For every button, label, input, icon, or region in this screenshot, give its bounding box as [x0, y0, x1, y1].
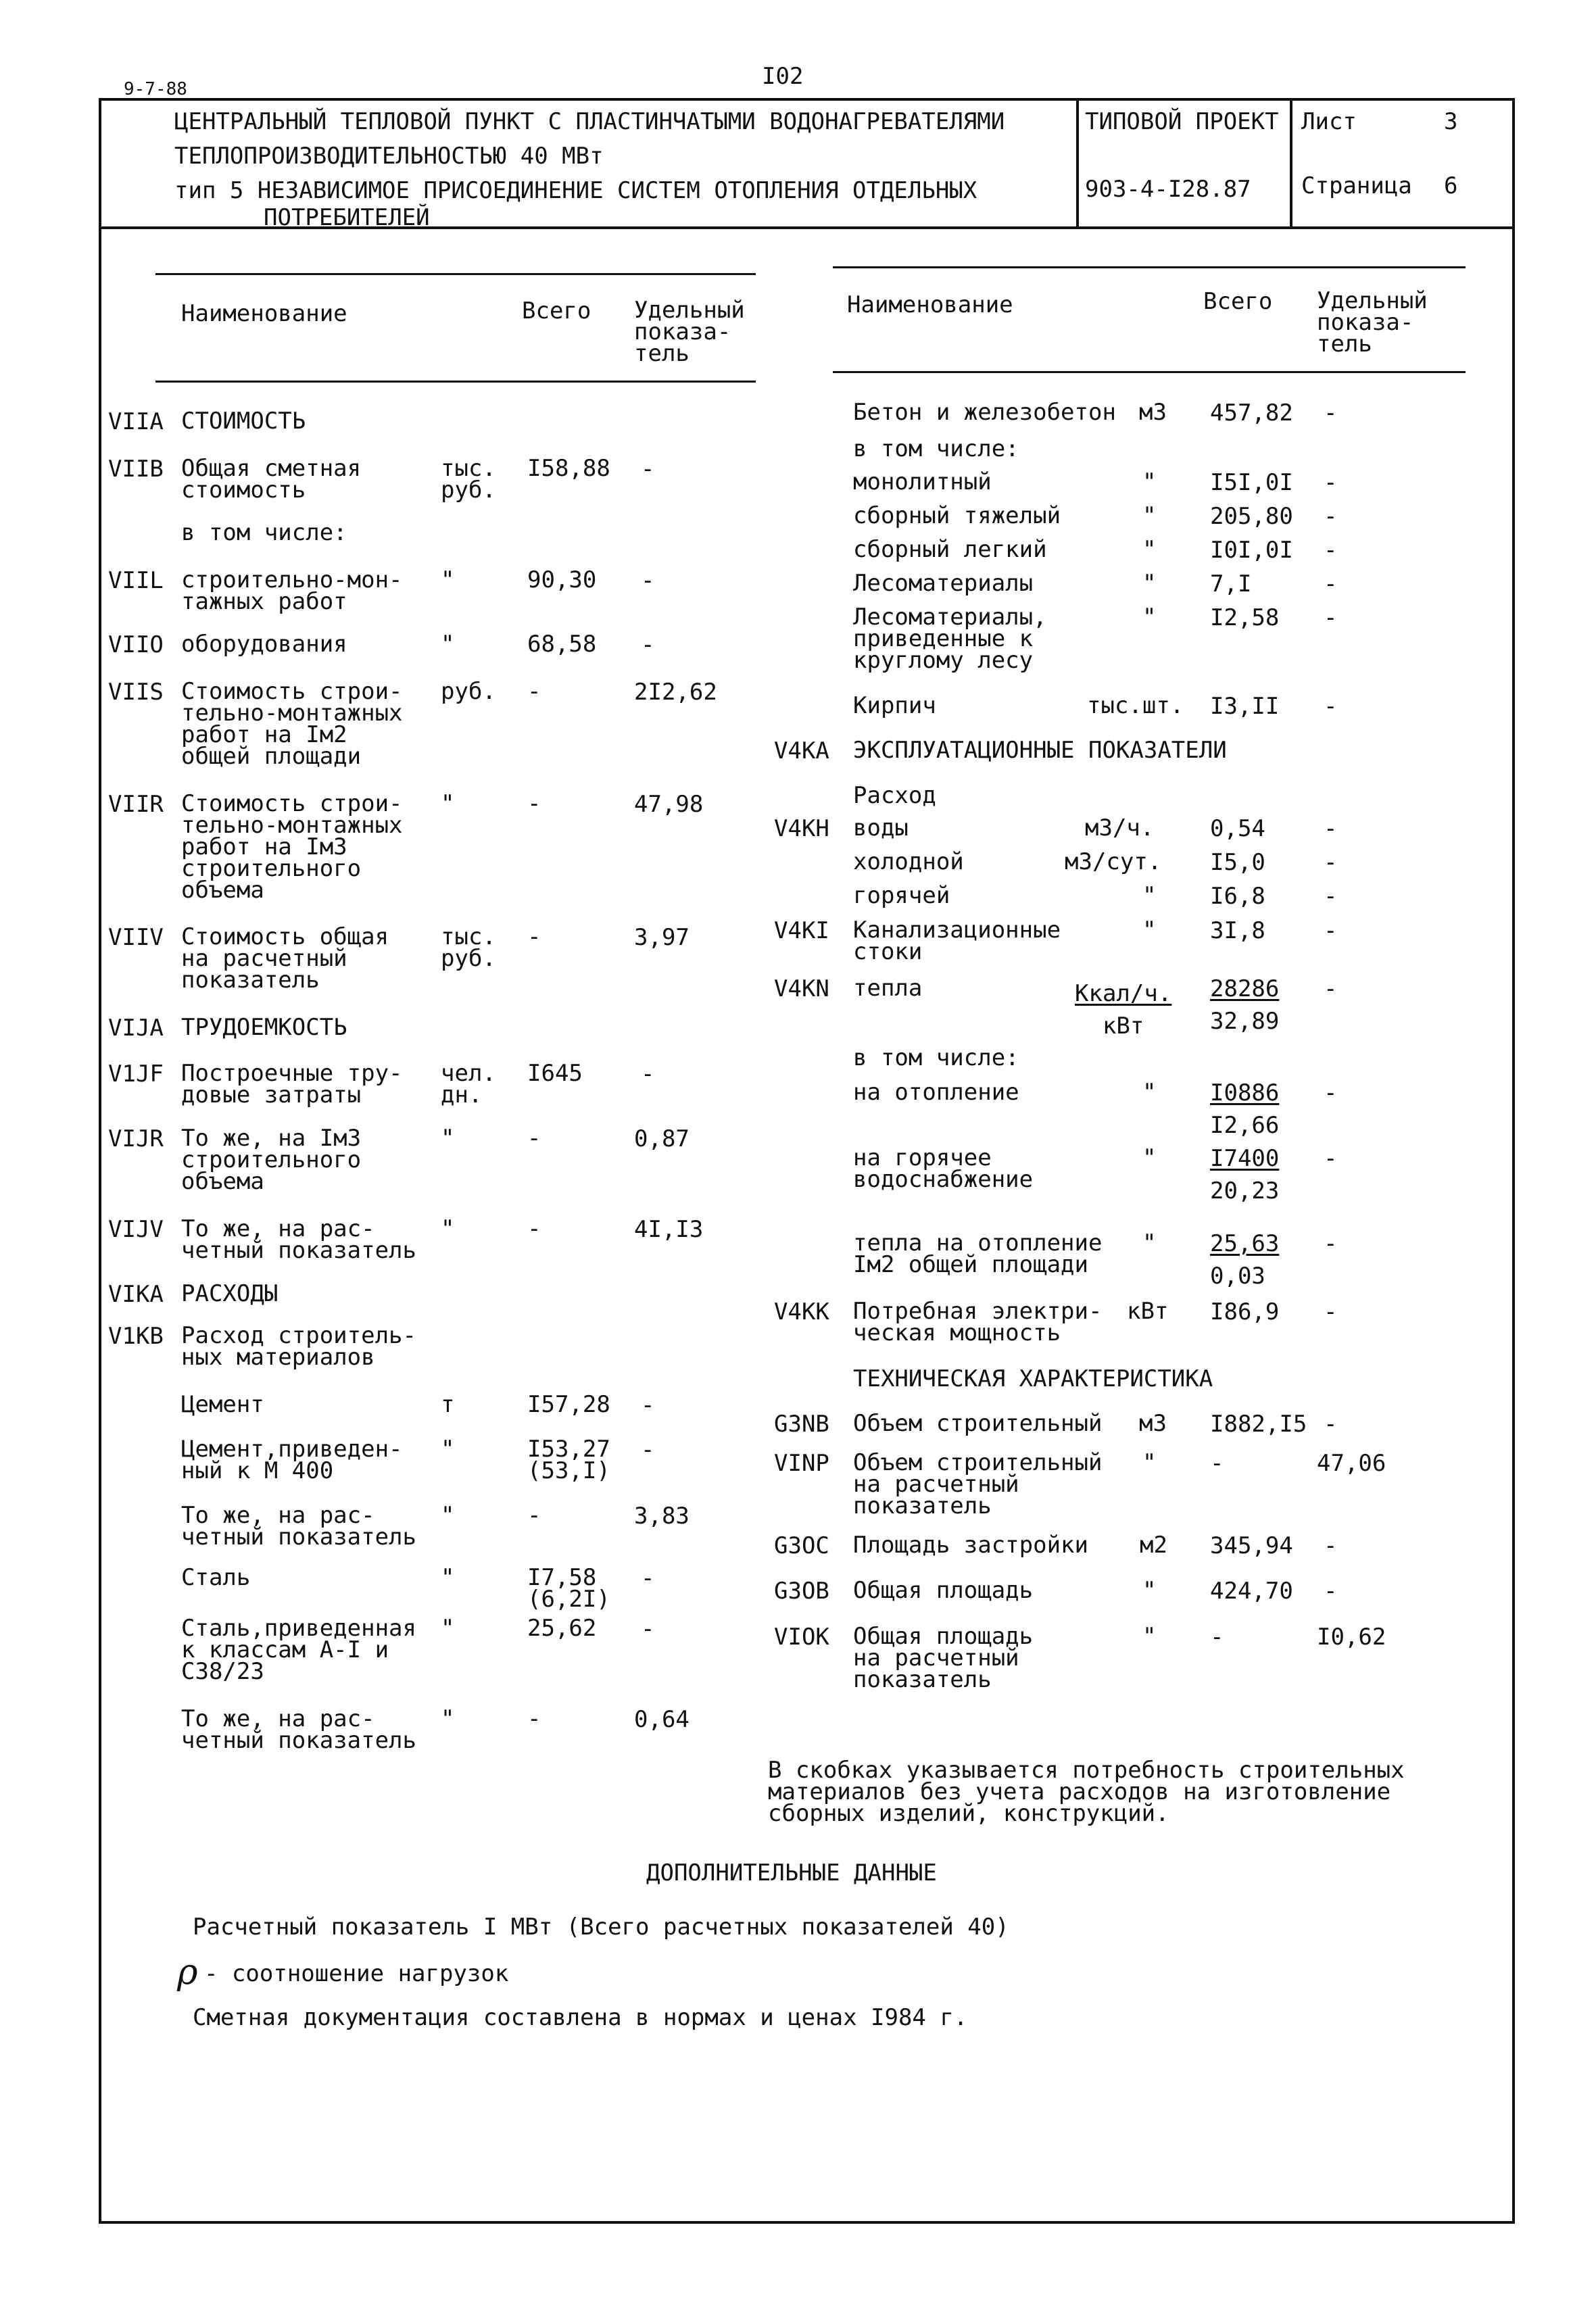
right-row-total: I2,58	[1210, 604, 1280, 631]
right-row-name: сборный тяжелый	[853, 502, 1061, 529]
additional-heading: ДОПОЛНИТЕЛЬНЫЕ ДАННЫЕ	[646, 1859, 937, 1886]
right-row-name: ТЕХНИЧЕСКАЯ ХАРАКТЕРИСТИКА	[853, 1365, 1213, 1392]
left-row-name: СТОИМОСТЬ	[181, 408, 306, 435]
left-row-unit: чел. дн.	[441, 1060, 496, 1108]
right-row-unit: "	[1142, 1623, 1157, 1650]
left-row-unit: "	[441, 1125, 455, 1152]
left-row-specific: 3,83	[634, 1503, 690, 1530]
left-row-total: -	[527, 1125, 541, 1152]
left-row-specific: -	[641, 1392, 655, 1419]
left-row-total: -	[527, 923, 541, 950]
left-row-specific: 0,87	[634, 1125, 690, 1152]
right-row-name: Объем строительный на расчетный показатель	[853, 1449, 1103, 1519]
project-number: 903-4-I28.87	[1085, 176, 1251, 203]
right-row-total: -	[1210, 1450, 1224, 1477]
right-row-name: Лесоматериалы	[853, 570, 1034, 597]
right-row-specific: -	[1324, 975, 1338, 1002]
right-row-name: Канализационные стоки	[853, 917, 1061, 965]
right-row-name: Общая площадь	[853, 1577, 1034, 1604]
right-header-top-rule	[833, 266, 1466, 268]
right-row-total: 457,82	[1210, 399, 1293, 427]
right-row-total: 0,54	[1210, 815, 1265, 842]
left-row-name: Стоимость общая на расчетный показатель	[181, 923, 389, 994]
right-row-name: тепла на отопление Iм2 общей площади	[853, 1229, 1103, 1278]
left-row-name: Цемент,приведен- ный к М 400	[181, 1436, 403, 1484]
left-row-name: То же, на Iм3 строительного объема	[181, 1125, 362, 1195]
left-row-name: Стоимость строи- тельно-монтажных работ на Iм2 общей площади	[181, 678, 403, 770]
right-row-unit: тыс.шт.	[1087, 692, 1184, 719]
right-row-total-secondary: 32,89	[1210, 1008, 1280, 1035]
right-row-total: 345,94	[1210, 1532, 1293, 1559]
left-row-specific: -	[641, 1061, 655, 1088]
right-row-name: сборный легкий	[853, 536, 1047, 563]
left-row-specific: 3,97	[634, 924, 690, 951]
left-row-code: VIIS	[108, 679, 164, 706]
unit-numerator: Ккал/ч.	[1075, 980, 1172, 1007]
right-row-total: 28286	[1210, 975, 1280, 1002]
left-header-name: Наименование	[181, 300, 347, 327]
right-row-total-secondary: 0,03	[1210, 1263, 1265, 1290]
left-row-name: оборудования	[181, 631, 347, 658]
right-row-specific: -	[1324, 815, 1338, 842]
right-row-name: Объем строительный	[853, 1410, 1103, 1437]
right-row-code: V4KA	[774, 737, 829, 764]
left-row-total: I645	[527, 1060, 583, 1087]
title-line-4: ПОТРЕБИТЕЛЕЙ	[264, 204, 430, 231]
right-row-total: I5,0	[1210, 849, 1265, 876]
left-row-specific: -	[641, 631, 655, 658]
left-row-specific: -	[641, 567, 655, 594]
left-row-specific: -	[641, 456, 655, 483]
right-row-total: I5I,0I	[1210, 469, 1293, 496]
left-row-name: Сталь,приведенная к классам А-I и С38/23	[181, 1615, 416, 1685]
left-row-name: в том числе:	[181, 519, 347, 546]
left-row-name: строительно-мон- тажных работ	[181, 566, 403, 615]
left-row-name: Стоимость строи- тельно-монтажных работ на Iм3 строительного объема	[181, 790, 403, 904]
right-row-code: V4KH	[774, 815, 829, 842]
left-row-unit: "	[441, 790, 455, 817]
left-row-total: -	[527, 790, 541, 817]
right-row-specific: -	[1324, 503, 1338, 530]
left-row-specific: 0,64	[634, 1706, 690, 1733]
right-row-name: воды	[853, 814, 909, 842]
right-row-name: монолитный	[853, 468, 992, 495]
right-row-name: Потребная электри- ческая мощность	[853, 1298, 1103, 1346]
right-row-specific: -	[1324, 1411, 1338, 1438]
right-row-code: V4KN	[774, 975, 829, 1002]
additional-line-3: Сметная документация составлена в нормах и ценах I984 г.	[193, 2004, 968, 2031]
right-row-specific: -	[1324, 1145, 1338, 1172]
right-row-specific: -	[1324, 1230, 1338, 1257]
unit-denominator: кВт	[1102, 1013, 1144, 1040]
left-row-unit: "	[441, 631, 455, 658]
right-row-total: I0I,0I	[1210, 537, 1293, 564]
right-row-total: I3,II	[1210, 693, 1280, 720]
title-line-1: ЦЕНТРАЛЬНЫЙ ТЕПЛОВОЙ ПУНКТ С ПЛАСТИНЧАТЫМИ ВОДОНАГРЕВАТЕЛЯМИ	[174, 108, 1005, 135]
right-row-specific: -	[1324, 570, 1338, 598]
left-row-unit: "	[441, 1502, 455, 1529]
left-row-specific: 4I,I3	[634, 1216, 704, 1243]
left-header-specific: Удельный показа- тель	[634, 297, 745, 367]
left-row-specific: -	[641, 1615, 655, 1642]
left-row-name: Сталь	[181, 1564, 251, 1591]
left-row-code: V1KB	[108, 1323, 164, 1350]
right-row-unit: м2	[1140, 1532, 1167, 1559]
right-row-name: Бетон и железобетон	[853, 399, 1116, 426]
left-header-total: Всего	[522, 297, 591, 324]
page-value: 6	[1444, 172, 1458, 199]
left-row-name: Цемент	[181, 1391, 264, 1418]
left-row-unit: "	[441, 566, 455, 593]
left-row-total: 68,58	[527, 631, 597, 658]
right-row-name: Кирпич	[853, 692, 936, 719]
right-header-name: Наименование	[847, 291, 1013, 318]
right-row-unit: м3	[1139, 399, 1167, 426]
right-row-unit: "	[1142, 1449, 1157, 1476]
left-row-unit: тыс. руб.	[441, 923, 496, 972]
left-row-code: VIIV	[108, 924, 164, 951]
print-date: 9-7-88	[124, 79, 187, 99]
left-row-code: VIIA	[108, 408, 164, 435]
left-row-specific: 47,98	[634, 791, 704, 818]
right-row-code: G3OB	[774, 1578, 829, 1605]
left-row-code: VIJV	[108, 1216, 164, 1243]
right-row-unit: кВт	[1127, 1298, 1169, 1325]
right-row-specific: -	[1324, 399, 1338, 427]
right-row-name: горячей	[853, 882, 950, 909]
left-row-total: I58,88	[527, 455, 610, 482]
right-row-total: 7,I	[1210, 570, 1252, 598]
right-row-unit: "	[1142, 502, 1157, 529]
right-row-unit: "	[1142, 1079, 1157, 1106]
right-row-unit: "	[1142, 917, 1157, 944]
right-row-specific: -	[1324, 917, 1338, 944]
right-row-name: ЭКСПЛУАТАЦИОННЫЕ ПОКАЗАТЕЛИ	[853, 737, 1227, 764]
left-row-specific: -	[641, 1565, 655, 1592]
left-row-name: РАСХОДЫ	[181, 1280, 279, 1307]
left-row-unit: "	[441, 1215, 455, 1242]
left-row-unit: "	[441, 1705, 455, 1732]
left-row-unit: т	[441, 1391, 455, 1418]
left-row-name: То же, на рас- четный показатель	[181, 1502, 416, 1551]
right-row-specific: -	[1324, 1079, 1338, 1106]
sheet-value: 3	[1444, 108, 1458, 135]
right-row-total: 3I,8	[1210, 917, 1265, 944]
left-row-code: VIIO	[108, 631, 164, 658]
right-row-code: VINP	[774, 1450, 829, 1477]
right-row-unit: м3	[1139, 1410, 1167, 1437]
right-row-total: 424,70	[1210, 1578, 1293, 1605]
additional-line-1: Расчетный показатель I МВт (Всего расчетных показателей 40)	[193, 1914, 1009, 1941]
right-row-name: Расход	[853, 782, 936, 809]
right-row-unit	[1075, 977, 1171, 1042]
left-row-total: -	[527, 1502, 541, 1529]
left-row-unit: руб.	[441, 678, 496, 705]
right-row-unit: "	[1142, 536, 1157, 563]
left-row-name: Построечные тру- довые затраты	[181, 1060, 403, 1108]
right-row-name: Общая площадь на расчетный показатель	[853, 1623, 1034, 1693]
right-row-total: I6,8	[1210, 883, 1265, 910]
left-row-unit: "	[441, 1436, 455, 1463]
right-row-specific: 47,06	[1317, 1450, 1386, 1477]
right-row-name: холодной	[853, 848, 964, 875]
left-row-total: 90,30	[527, 566, 597, 593]
left-row-code: VIKA	[108, 1281, 164, 1308]
title-block-sep-2	[1290, 98, 1292, 226]
left-row-name: Расход строитель- ных материалов	[181, 1322, 416, 1371]
right-row-total: 25,63	[1210, 1230, 1280, 1257]
left-header-bottom-rule	[155, 381, 756, 383]
right-row-name: Лесоматериалы, приведенные к круглому лесу	[853, 604, 1047, 674]
project-label: ТИПОВОЙ ПРОЕКТ	[1085, 108, 1279, 135]
title-line-2: ТЕПЛОПРОИЗВОДИТЕЛЬНОСТЬЮ 40 МВт	[174, 143, 604, 170]
right-row-total: I882,I5	[1210, 1411, 1307, 1438]
left-row-total: 25,62	[527, 1615, 597, 1642]
right-row-name: в том числе:	[853, 1044, 1019, 1071]
left-row-unit: тыс. руб.	[441, 455, 496, 504]
right-row-unit: "	[1142, 604, 1157, 631]
right-row-name: тепла	[853, 975, 923, 1002]
left-row-unit: "	[441, 1564, 455, 1591]
right-row-unit: "	[1142, 1229, 1157, 1257]
right-row-specific: -	[1324, 693, 1338, 720]
right-row-unit: м3/ч.	[1085, 814, 1155, 842]
right-row-specific: -	[1324, 537, 1338, 564]
right-row-name: в том числе:	[853, 435, 1019, 462]
right-row-name: на горячее водоснабжение	[853, 1144, 1034, 1193]
left-row-code: VIJR	[108, 1125, 164, 1152]
right-row-total: 205,80	[1210, 503, 1293, 530]
left-row-total: I57,28	[527, 1391, 610, 1418]
title-block-sep-1	[1076, 98, 1079, 226]
right-row-total-secondary: 20,23	[1210, 1177, 1280, 1204]
page-label: Страница	[1301, 172, 1412, 199]
left-header-top-rule	[155, 273, 756, 275]
left-row-specific: -	[641, 1436, 655, 1463]
left-row-code: VIIL	[108, 567, 164, 594]
right-row-unit: "	[1142, 1144, 1157, 1171]
footnote: В скобках указывается потребность строительных материалов без учета расходов на изготовление сборных изделий, конструкций.	[768, 1757, 1405, 1827]
right-row-specific: -	[1324, 849, 1338, 876]
left-row-name: То же, на рас- четный показатель	[181, 1705, 416, 1754]
right-row-name: на отопление	[853, 1079, 1019, 1106]
right-row-unit: м3/сут.	[1065, 848, 1162, 875]
right-row-specific: -	[1324, 1532, 1338, 1559]
right-row-total: I86,9	[1210, 1298, 1280, 1325]
left-row-specific: 2I2,62	[634, 679, 717, 706]
left-row-name: То же, на рас- четный показатель	[181, 1215, 416, 1264]
left-row-total: I7,58 (6,2I)	[527, 1564, 610, 1613]
right-row-total: I0886	[1210, 1079, 1280, 1106]
left-row-total: I53,27 (53,I)	[527, 1436, 610, 1484]
left-row-code: VIIR	[108, 791, 164, 818]
right-header-specific: Удельный показа- тель	[1317, 287, 1428, 358]
right-row-name: Площадь застройки	[853, 1532, 1088, 1559]
right-row-total: I7400	[1210, 1145, 1280, 1172]
right-row-total-secondary: I2,66	[1210, 1112, 1280, 1139]
left-row-code: VIJA	[108, 1015, 164, 1042]
left-row-name: Общая сметная стоимость	[181, 455, 362, 504]
right-row-specific: -	[1324, 883, 1338, 910]
right-row-code: G3OC	[774, 1532, 829, 1559]
right-row-specific: -	[1324, 604, 1338, 631]
right-row-code: G3NB	[774, 1411, 829, 1438]
right-row-code: V4KK	[774, 1298, 829, 1325]
left-row-total: -	[527, 678, 541, 705]
right-row-unit: "	[1142, 570, 1157, 597]
left-row-total: -	[527, 1705, 541, 1732]
right-header-bottom-rule	[833, 371, 1466, 373]
sheet-label: Лист	[1301, 108, 1357, 135]
right-row-code: V4KI	[774, 917, 829, 944]
additional-line-2: - соотношение нагрузок	[204, 1960, 509, 1987]
left-row-name: ТРУДОЕМКОСТЬ	[181, 1014, 347, 1041]
right-row-specific: -	[1324, 469, 1338, 496]
right-row-unit: "	[1142, 468, 1157, 495]
right-row-specific: I0,62	[1317, 1624, 1386, 1651]
title-line-3: тип 5 НЕЗАВИСИМОЕ ПРИСОЕДИНЕНИЕ СИСТЕМ ОТОПЛЕНИЯ ОТДЕЛЬНЫХ	[174, 177, 977, 204]
rho-symbol: ρ	[177, 1952, 198, 1993]
right-row-code: VIOK	[774, 1624, 829, 1651]
page-number: I02	[762, 63, 804, 90]
right-row-unit: "	[1142, 882, 1157, 909]
right-row-specific: -	[1324, 1578, 1338, 1605]
left-row-code: V1JF	[108, 1061, 164, 1088]
right-header-total: Всего	[1203, 288, 1273, 315]
right-row-specific: -	[1324, 1298, 1338, 1325]
left-row-unit: "	[441, 1615, 455, 1642]
right-row-unit: "	[1142, 1577, 1157, 1604]
left-row-code: VIIB	[108, 456, 164, 483]
left-row-total: -	[527, 1215, 541, 1242]
right-row-total: -	[1210, 1624, 1224, 1651]
